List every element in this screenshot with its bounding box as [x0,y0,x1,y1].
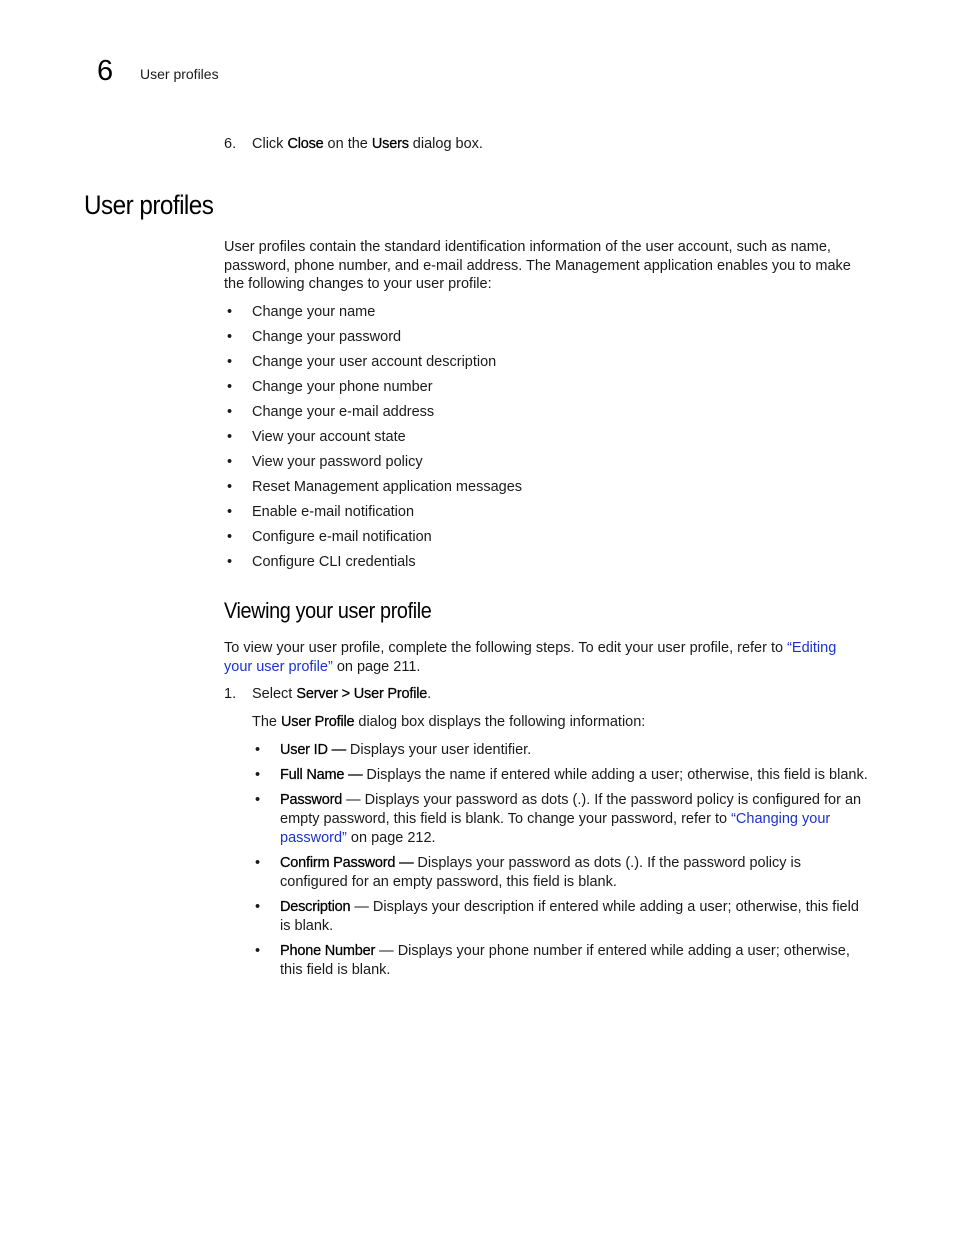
field-description: on page 212. [346,830,436,846]
users-ui-term: Users [371,136,409,152]
list-item-text: Change your phone number [252,379,433,395]
running-header-title: User profiles [140,66,219,82]
field-term: Password [280,792,343,808]
step-number: 1. [224,686,237,702]
field-term: Confirm Password — [280,855,414,871]
step-text: Select [252,686,297,702]
step-text: on the [323,136,372,152]
chapter-number: 6 [97,55,114,87]
bullet-icon: • [227,304,233,320]
field-description: Displays your password as dots (.). If the password policy is configured for an empty password, this field is blank. [280,855,802,890]
step-text: . [427,686,432,702]
list-item [252,791,872,848]
list-item [224,328,522,353]
field-description: Displays the name if entered while adding a user; otherwise, this field is blank. [362,767,868,783]
intro-text: on page 211. [332,658,421,675]
field-description: — Displays your password as dots (.). If the password policy is configured for an empty password, this field is blank. To change your password, refer to [280,792,862,827]
subsection-intro-paragraph [224,639,864,676]
bullet-icon: • [227,404,233,420]
list-item-text: Change your name [252,304,376,320]
field-term: Description [280,899,351,915]
field-term: User ID — [280,742,346,758]
bullet-icon: • [227,329,233,345]
list-item-text: Change your user account description [252,354,497,370]
user-profile-ui-term: User Profile [281,714,355,730]
section-title: User profiles [84,190,214,220]
bullet-icon: • [255,899,261,915]
list-item-text: Change your password [252,329,402,345]
bullet-icon: • [255,767,261,783]
step-text: dialog box. [408,136,483,152]
list-item [252,942,872,980]
bullet-icon: • [227,479,233,495]
list-item [224,478,522,503]
intro-text: To view your user profile, complete the following steps. To edit your user profile, refer to [224,640,788,656]
close-ui-term: Close [287,136,324,152]
bullet-icon: • [227,354,233,370]
step-number: 6. [224,136,237,152]
bullet-icon: • [227,554,233,570]
editing-user-profile-link[interactable]: “Editing your user profile” [224,640,837,675]
field-description: — Displays your phone number if entered while adding a user; otherwise, this field is blank. [280,943,850,978]
list-item [224,428,522,453]
bullet-icon: • [255,943,261,959]
list-item [252,854,872,892]
list-item [252,741,872,760]
list-item-text: Reset Management application messages [252,479,523,495]
dialog-text: The [252,714,282,730]
dialog-text: dialog box displays the following information: [354,714,646,730]
bullet-icon: • [227,529,233,545]
changes-list [224,303,522,578]
list-item-text: View your password policy [252,454,423,470]
dialog-description [252,713,645,731]
list-item [224,378,522,403]
bullet-icon: • [227,454,233,470]
list-item-text: Configure e-mail notification [252,529,432,545]
bullet-icon: • [255,855,261,871]
list-item-text: View your account state [252,429,406,445]
subsection-title: Viewing your user profile [224,598,432,623]
field-term: Full Name — [280,767,363,783]
field-description: Displays your user identifier. [345,742,532,758]
list-item [252,766,872,785]
field-description: — Displays your description if entered while adding a user; otherwise, this field is blank. [280,899,859,934]
field-term: Phone Number [280,943,376,959]
list-item [224,553,522,578]
list-item [252,898,872,936]
dialog-fields-list [252,741,872,986]
list-item [224,303,522,328]
step-6 [224,135,483,153]
bullet-icon: • [255,792,261,808]
list-item [224,403,522,428]
step-1 [224,685,431,703]
list-item [224,353,522,378]
changing-password-link[interactable]: “Changing your password” [280,811,831,846]
bullet-icon: • [227,429,233,445]
step-text: Click [252,136,288,152]
list-item [224,528,522,553]
bullet-icon: • [227,504,233,520]
bullet-icon: • [227,379,233,395]
list-item [224,503,522,528]
list-item-text: Enable e-mail notification [252,504,415,520]
menu-path-ui-term: Server > User Profile [296,686,428,702]
list-item [224,453,522,478]
list-item-text: Change your e-mail address [252,404,435,420]
section-intro-paragraph: User profiles contain the standard identification information of the user account, such as name, password, phone number, and e-mail address. The Management application enables you to make the following changes to your user profile: [224,239,851,292]
list-item-text: Configure CLI credentials [252,554,416,570]
bullet-icon: • [255,742,261,758]
